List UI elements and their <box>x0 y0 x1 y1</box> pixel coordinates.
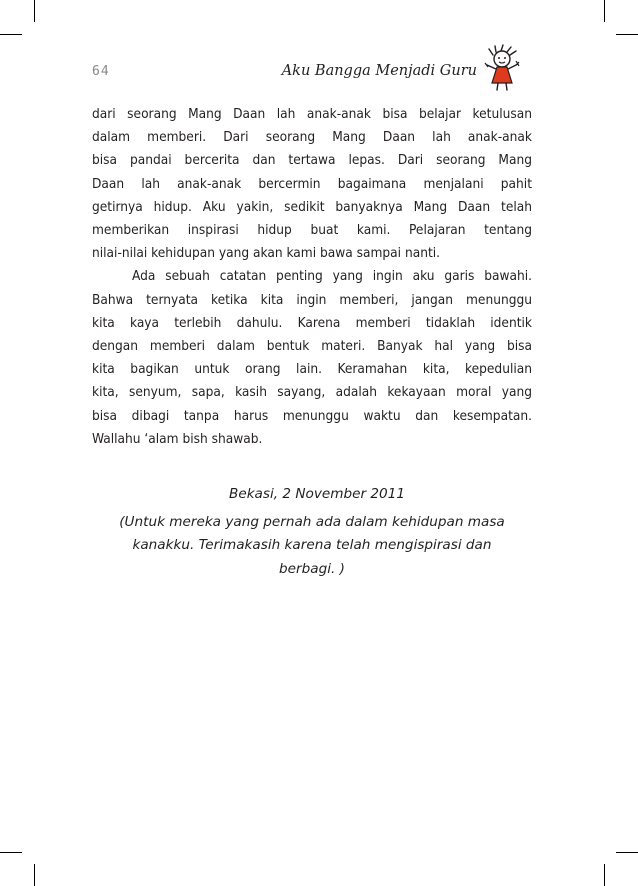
crop-mark <box>604 0 605 22</box>
page-header <box>92 60 532 90</box>
crop-mark <box>0 34 22 35</box>
crop-mark <box>34 0 35 22</box>
signoff <box>92 483 532 581</box>
text-line: memberikan inspirasi hidup buat kami. Pelajaran tentang <box>92 222 532 239</box>
text-line: dalam memberi. Dari seorang Mang Daan lah anak-anak <box>92 129 532 146</box>
crop-mark <box>0 852 22 853</box>
text-line: kita kaya terlebih dahulu. Karena memberi tidaklah identik <box>92 314 532 331</box>
girl-doodle-icon <box>479 43 529 93</box>
text-line: Wallahu ‘alam bish shawab. <box>92 430 263 447</box>
text-line: bisa dibagi tanpa harus menunggu waktu dan kesempatan. <box>92 407 532 424</box>
text-line: kita bagikan untuk orang lain. Keramahan kita, kepedulian <box>92 361 532 378</box>
crop-mark <box>34 864 35 886</box>
dedication-line: (Untuk mereka yang pernah ada dalam kehidupan masa <box>119 514 505 531</box>
body-text <box>92 103 532 451</box>
text-line: dengan memberi dalam bentuk materi. Banyak hal yang bisa <box>92 338 532 355</box>
signoff-date: Bekasi, 2 November 2011 <box>229 486 405 502</box>
crop-mark <box>604 864 605 886</box>
dedication <box>92 511 532 581</box>
text-line: Bahwa ternyata ketika kita ingin memberi, jangan menunggu <box>92 291 532 308</box>
paragraph <box>92 103 532 265</box>
text-line: getirnya hidup. Aku yakin, sedikit banyaknya Mang Daan telah <box>92 198 532 215</box>
dedication-line: kanakku. Terimakasih karena telah mengispirasi dan <box>132 537 492 554</box>
running-title: Aku Bangga Menjadi Guru <box>281 63 477 79</box>
crop-mark <box>616 852 638 853</box>
text-line: Ada sebuah catatan penting yang ingin aku garis bawahi. <box>132 268 532 285</box>
text-line: kita, senyum, sapa, kasih sayang, adalah kekayaan moral yang <box>92 384 532 401</box>
crop-mark <box>616 34 638 35</box>
text-line: bisa pandai bercerita dan tertawa lepas. Dari seorang Mang <box>92 152 532 169</box>
text-line: Daan lah anak-anak bercermin bagaimana menjalani pahit <box>92 175 532 192</box>
text-line: dari seorang Mang Daan lah anak-anak bisa belajar ketulusan <box>92 106 532 122</box>
text-line: nilai-nilai kehidupan yang akan kami bawa sampai nanti. <box>92 245 441 262</box>
page-number: 64 <box>92 64 110 79</box>
dedication-line: berbagi. ) <box>279 560 345 577</box>
paragraph <box>92 265 532 451</box>
